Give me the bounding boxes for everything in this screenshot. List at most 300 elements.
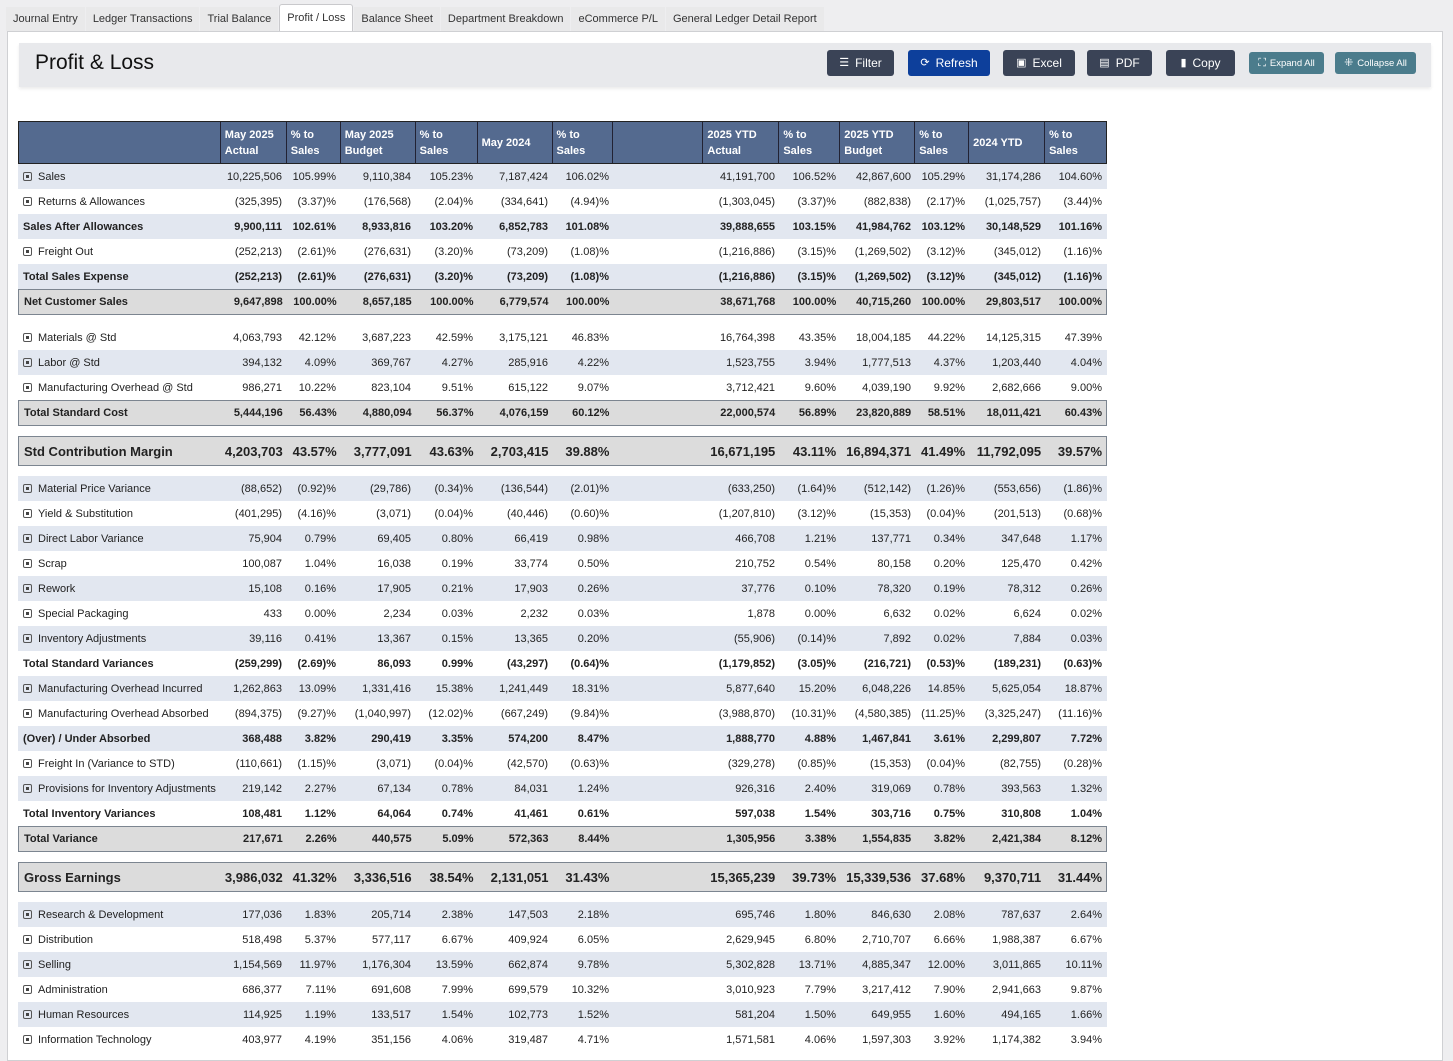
percent-cell: (3.15)% [797,270,836,283]
table-row[interactable] [18,776,1107,801]
amount-cell: 38,671,768 [720,296,776,308]
amount-cell: (55,906) [734,632,775,645]
table-row[interactable] [18,701,1107,726]
percent-cell: (0.04)% [434,507,473,520]
column-header-text [973,135,1022,151]
pdf-file-icon: ▤ [1099,56,1110,69]
expand-row-icon[interactable] [23,709,32,718]
percent-cell: 1.12% [304,807,336,820]
expand-all-button[interactable] [1249,52,1324,74]
amount-cell: 13,365 [514,632,548,645]
percent-cell: (3.12)% [926,245,965,258]
table-row[interactable] [18,189,1107,214]
amount-cell: 15,365,239 [710,869,776,885]
amount-cell: 2,232 [520,607,548,620]
percent-cell: 0.74% [441,807,473,820]
percent-cell: 13.71% [798,958,836,971]
amount-cell: 114,925 [243,1008,282,1021]
column-header [553,122,614,163]
row-label-cell [18,357,220,369]
amount-cell: 695,746 [735,908,775,921]
amount-cell: 2,299,807 [992,732,1041,745]
amount-cell: 5,302,828 [726,958,775,971]
amount-cell: (3,071) [376,507,411,520]
table-row[interactable] [18,375,1107,400]
percent-cell: 1.52% [577,1008,609,1021]
amount-cell: 16,671,195 [710,443,776,459]
expand-row-icon[interactable] [23,172,32,181]
amount-cell: 662,874 [508,958,548,971]
percent-cell: 0.00% [304,607,336,620]
amount-cell: 1,571,581 [726,1033,775,1046]
row-label: Net Customer Sales [24,296,128,308]
tab-profit-loss[interactable]: Profit / Loss [279,4,353,31]
row-label-cell [18,984,220,996]
percent-cell: 31.43% [565,869,610,885]
copy-label: Copy [1192,56,1221,70]
percent-cell: 8.12% [1070,833,1102,845]
table-row[interactable] [18,626,1107,651]
amount-cell: 3,217,412 [862,983,911,996]
row-label: Material Price Variance [38,482,151,495]
table-row[interactable] [18,551,1107,576]
column-header [478,122,553,163]
amount-cell: 3,010,923 [726,983,775,996]
amount-cell: 699,579 [508,983,548,996]
percent-cell: 0.16% [304,582,336,595]
percent-cell: 6.05% [577,933,609,946]
amount-cell: (252,213) [234,245,282,258]
tab-journal-entry[interactable]: Journal Entry [6,7,85,31]
expand-row-icon[interactable] [23,197,32,206]
percent-cell: (0.92)% [297,482,336,495]
column-header-line2: Actual [224,144,259,157]
percent-cell: 0.19% [933,582,965,595]
amount-cell: 319,487 [508,1033,548,1046]
amount-cell: 125,470 [1001,557,1041,570]
row-label: Manufacturing Overhead @ Std [38,381,193,394]
row-label: Gross Earnings [24,869,121,885]
percent-cell: (12.02)% [428,707,473,720]
collapse-all-button[interactable] [1335,52,1416,74]
table-row[interactable] [18,1002,1107,1027]
percent-cell: 3.94% [1070,1033,1102,1046]
amount-cell: 787,637 [1001,908,1041,921]
amount-cell: 649,955 [871,1008,911,1021]
percent-cell: 38.54% [429,869,474,885]
amount-cell: 403,977 [242,1033,282,1046]
percent-cell: 5.09% [442,833,474,845]
amount-cell: 15,339,536 [846,869,912,885]
amount-cell: (1,216,886) [718,245,775,258]
percent-cell: 13.09% [298,682,336,695]
amount-cell: (40,446) [507,507,548,520]
amount-cell: 1,331,416 [362,682,411,695]
percent-cell: 4.22% [577,356,609,369]
amount-cell: 1,174,382 [992,1033,1041,1046]
table-row[interactable] [18,902,1107,927]
amount-cell: 100,087 [242,557,282,570]
column-header-line2: Budget [844,144,883,157]
percent-cell: 105.29% [921,170,965,183]
amount-cell: 1,554,835 [862,833,912,845]
amount-cell: (88,652) [241,482,282,495]
percent-cell: 0.42% [1070,557,1102,570]
percent-cell: 43.63% [429,443,474,459]
amount-cell: 1,176,304 [362,958,411,971]
amount-cell: 42,867,600 [855,170,911,183]
amount-cell: 1,988,387 [992,933,1041,946]
percent-cell: (3.37)% [797,195,836,208]
amount-cell: 78,320 [877,582,911,595]
percent-cell: (0.63)% [1063,657,1102,670]
table-row[interactable] [18,952,1107,977]
column-header-text [420,127,449,159]
percent-cell: 3.82% [933,833,966,845]
column-header-line2: Actual [707,144,741,157]
table-row-subtotal [18,264,1107,289]
percent-cell: 0.10% [804,582,836,595]
percent-cell: 102.61% [292,220,336,233]
percent-cell: (3.12)% [797,507,836,520]
percent-cell: 6.67% [1070,933,1102,946]
expand-row-icon[interactable] [23,509,32,518]
column-header-line1: % to [919,128,943,141]
tab-trial-balance[interactable]: Trial Balance [200,7,278,31]
table-row[interactable] [18,601,1107,626]
percent-cell: 7.11% [305,983,336,996]
table-header [18,121,1107,164]
amount-cell: 30,148,529 [985,220,1041,233]
pdf-label: PDF [1115,56,1140,70]
excel-button[interactable] [1003,50,1075,76]
row-spacer [18,466,1107,476]
refresh-button[interactable] [908,50,990,76]
column-header-line2: Sales [556,144,586,157]
percent-cell: 1.32% [1070,782,1102,795]
expand-row-icon[interactable] [23,484,32,493]
percent-cell: 100.00% [1058,296,1102,308]
row-label-cell [18,683,220,695]
amount-cell: 369,767 [371,356,411,369]
expand-row-icon[interactable] [23,910,32,919]
expand-row-icon[interactable] [23,1035,32,1044]
amount-cell: (73,209) [507,270,548,283]
percent-cell: (4.94)% [570,195,609,208]
table-row[interactable] [18,526,1107,551]
percent-cell: 103.12% [921,220,965,233]
percent-cell: 0.03% [577,607,609,620]
amount-cell: 5,444,196 [233,407,283,419]
amount-cell: 147,503 [508,908,548,921]
percent-cell: 101.16% [1058,220,1102,233]
percent-cell: (1.16)% [1063,270,1102,283]
column-header [779,122,840,163]
tab-ecommerce-p-l[interactable]: eCommerce P/L [571,7,664,31]
amount-cell: (15,353) [870,507,911,520]
row-label-cell [19,444,221,459]
expand-row-icon[interactable] [23,759,32,768]
percent-cell: 100.00% [430,296,474,308]
percent-cell: 7.79% [804,983,836,996]
amount-cell: 6,779,574 [499,296,549,308]
amount-cell: 3,011,865 [992,958,1041,971]
table-row[interactable] [18,501,1107,526]
column-header-line2: Budget [344,144,383,157]
amount-cell: (1,303,045) [718,195,775,208]
amount-cell: 41,461 [514,807,548,820]
percent-cell: 31.44% [1057,869,1102,885]
row-label: Total Standard Cost [24,407,128,419]
percent-cell: 9.78% [577,958,609,971]
expand-row-icon[interactable] [23,247,32,256]
row-label: Total Inventory Variances [23,807,156,820]
percent-cell: 44.22% [927,331,965,344]
table-row[interactable] [18,1027,1107,1052]
percent-cell: 11.97% [299,958,336,971]
amount-cell: 67,134 [377,782,411,795]
percent-cell: (3.44)% [1063,195,1102,208]
percent-cell: 103.20% [429,220,473,233]
percent-cell: (3.20)% [434,270,473,283]
expand-row-icon[interactable] [23,358,32,367]
percent-cell: (0.04)% [926,507,965,520]
percent-cell: 9.51% [441,381,473,394]
table-row[interactable] [18,927,1107,952]
percent-cell: 100.00% [566,296,610,308]
percent-cell: (0.63)% [570,757,609,770]
column-header-line2: Sales [919,144,948,157]
percent-cell: 60.43% [1064,407,1102,419]
amount-cell: (216,721) [863,657,911,670]
amount-cell: (176,568) [363,195,411,208]
percent-cell: (2.61)% [297,270,336,283]
percent-cell: 7.72% [1070,732,1102,745]
table-row[interactable] [18,576,1107,601]
percent-cell: 10.32% [571,983,609,996]
amount-cell: 2,131,051 [490,869,549,885]
row-label-cell [18,633,220,645]
amount-cell: 285,916 [508,356,548,369]
expand-row-icon[interactable] [23,985,32,994]
amount-cell: 351,156 [371,1033,411,1046]
percent-cell: 58.51% [927,407,966,419]
column-header [969,122,1045,163]
amount-cell: (3,988,870) [718,707,775,720]
amount-cell: 205,714 [371,908,411,921]
amount-cell: 23,820,889 [856,407,912,419]
percent-cell: (1.16)% [1063,245,1102,258]
row-label-cell [18,808,220,820]
column-header-text [919,127,948,159]
percent-cell: (0.60)% [570,507,609,520]
amount-cell: (4,580,385) [854,707,911,720]
table-row[interactable] [18,164,1107,189]
amount-cell: (276,631) [363,270,411,283]
report-tabs [6,5,825,31]
percent-cell: 2.40% [804,782,836,795]
percent-cell: (1.26)% [926,482,965,495]
amount-cell: (345,012) [993,245,1041,258]
percent-cell: 1.21% [804,532,836,545]
table-row[interactable] [18,476,1107,501]
column-header-text [291,127,320,159]
percent-cell: 0.26% [1070,582,1102,595]
amount-cell: 433 [263,607,282,620]
percent-cell: (0.14)% [797,632,836,645]
table-row-subtotal [18,801,1107,826]
amount-cell: 574,200 [508,732,548,745]
amount-cell: 16,038 [377,557,411,570]
amount-cell: 3,777,091 [353,443,412,459]
table-row-total [18,400,1107,426]
amount-cell: 1,777,513 [862,356,911,369]
amount-cell: 8,657,185 [362,296,412,308]
percent-cell: (3.37)% [297,195,336,208]
profit-loss-table [18,121,1107,1052]
table-row[interactable] [18,350,1107,375]
row-label-cell [18,934,220,946]
amount-cell: 64,064 [377,807,411,820]
column-header-text [345,127,394,159]
tab-department-breakdown[interactable]: Department Breakdown [441,7,571,31]
amount-cell: (110,661) [235,757,282,770]
amount-cell: 347,648 [1001,532,1041,545]
table-row[interactable] [18,676,1107,701]
row-spacer [18,426,1107,436]
amount-cell: 15,108 [248,582,282,595]
percent-cell: 1.54% [441,1008,473,1021]
percent-cell: 8.47% [577,732,609,745]
amount-cell: 518,498 [242,933,282,946]
amount-cell: 319,069 [871,782,911,795]
column-header-text [1049,127,1078,159]
column-header-line1: 2025 YTD [844,128,894,141]
row-label-cell [18,533,220,545]
percent-cell: 1.19% [304,1008,336,1021]
amount-cell: 66,419 [514,532,548,545]
column-header [840,122,915,163]
table-row[interactable] [18,239,1107,264]
percent-cell: 56.43% [299,407,337,419]
filter-button[interactable] [827,50,894,76]
percent-cell: 0.50% [577,557,609,570]
expand-row-icon[interactable] [23,383,32,392]
amount-cell: 7,187,424 [499,170,548,183]
row-label-cell [18,382,220,394]
expand-all-label: Expand All [1269,57,1315,69]
column-header-text [783,127,812,159]
amount-cell: 16,764,398 [719,331,775,344]
copy-button[interactable] [1166,50,1235,76]
percent-cell: 43.11% [792,443,837,459]
amount-cell: 3,687,223 [362,331,411,344]
percent-cell: (1.15)% [297,757,336,770]
column-header [915,122,969,163]
amount-cell: 440,575 [371,833,412,845]
percent-cell: 105.23% [429,170,473,183]
expand-row-icon[interactable] [23,559,32,568]
percent-cell: 43.57% [292,443,337,459]
refresh-icon: ⟳ [920,56,930,69]
percent-cell: (0.34)% [434,482,473,495]
amount-cell: (252,213) [234,270,282,283]
column-header [287,122,341,163]
column-header-line2: Sales [290,144,320,157]
expand-row-icon[interactable] [23,935,32,944]
amount-cell: 6,632 [883,607,911,620]
tab-ledger-transactions[interactable]: Ledger Transactions [86,7,200,31]
amount-cell: 3,712,421 [726,381,775,394]
table-row[interactable] [18,751,1107,776]
amount-cell: (894,375) [234,707,282,720]
row-label: Std Contribution Margin [24,443,173,459]
amount-cell: 846,630 [871,908,911,921]
amount-cell: (3,071) [376,757,411,770]
amount-cell: 9,110,384 [362,170,411,183]
pdf-button[interactable] [1087,50,1152,76]
column-header [341,122,416,163]
amount-cell: 69,405 [377,532,411,545]
column-header-text [707,127,756,159]
amount-cell: 393,563 [1001,782,1041,795]
expand-row-icon[interactable] [23,784,32,793]
table-row-total [18,826,1107,852]
expand-row-icon[interactable] [23,684,32,693]
table-row[interactable] [18,325,1107,350]
amount-cell: 2,421,384 [992,833,1042,845]
row-label-cell [19,407,221,419]
expand-icon: ⛶ [1258,56,1266,69]
row-label-cell [18,758,220,770]
amount-cell: 686,377 [242,983,282,996]
percent-cell: 46.83% [571,331,609,344]
percent-cell: 103.15% [792,220,836,233]
expand-row-icon[interactable] [23,584,32,593]
percent-cell: 1.24% [577,782,609,795]
amount-cell: 40,715,260 [856,296,912,308]
amount-cell: 3,175,121 [499,331,548,344]
percent-cell: 2.26% [305,833,337,845]
row-label-cell [18,1034,220,1046]
amount-cell: (82,755) [1000,757,1041,770]
table-body [18,164,1107,1052]
percent-cell: 0.41% [304,632,336,645]
row-label: Rework [38,582,76,595]
amount-cell: 9,900,111 [234,220,282,233]
expand-row-icon[interactable] [23,1010,32,1019]
expand-row-icon[interactable] [23,333,32,342]
percent-cell: 15.38% [435,682,473,695]
amount-cell: 2,234 [383,607,411,620]
table-row[interactable] [18,977,1107,1002]
expand-row-icon[interactable] [23,609,32,618]
percent-cell: (9.84)% [570,707,609,720]
tab-balance-sheet[interactable]: Balance Sheet [354,7,440,31]
amount-cell: 5,625,054 [992,682,1041,695]
row-label: Scrap [38,557,67,570]
percent-cell: (1.86)% [1063,482,1102,495]
column-header-line2: Sales [783,144,813,157]
expand-row-icon[interactable] [23,534,32,543]
amount-cell: (329,278) [727,757,775,770]
column-header [613,122,703,163]
amount-cell: 9,647,898 [233,296,283,308]
tab-general-ledger-detail-report[interactable]: General Ledger Detail Report [666,7,824,31]
expand-row-icon[interactable] [23,960,32,969]
expand-row-icon[interactable] [23,634,32,643]
amount-cell: 31,174,286 [985,170,1041,183]
